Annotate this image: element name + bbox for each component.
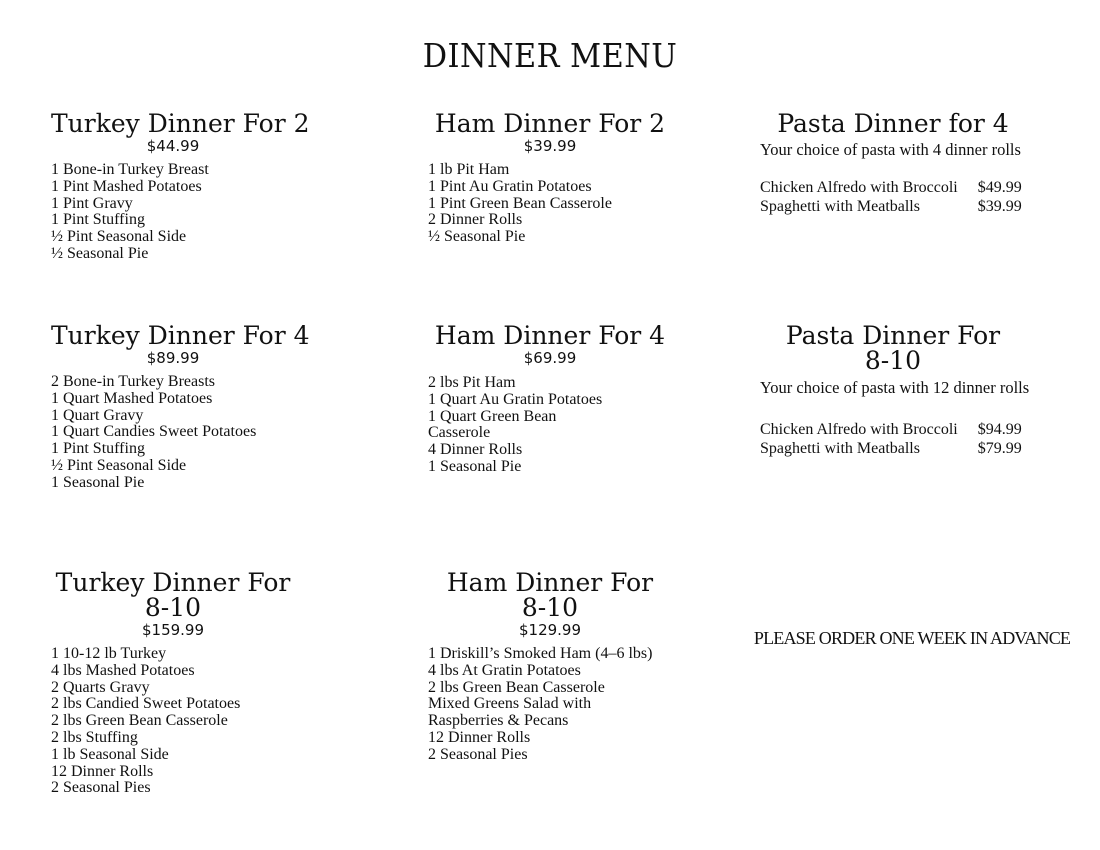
section-heading: Ham Dinner For 2 — [434, 109, 666, 138]
page-title: DINNER MENU — [422, 36, 678, 75]
pasta-options — [760, 178, 1022, 216]
item-list — [51, 646, 295, 797]
list-item: 1 Seasonal Pie — [51, 473, 145, 491]
list-item: 1 10-12 lb Turkey — [51, 645, 167, 662]
list-item: ½ Pint Seasonal Side — [51, 456, 187, 474]
list-item: 1 Quart Mashed Potatoes — [51, 389, 213, 407]
list-item: 1 Pint Mashed Potatoes — [51, 177, 202, 195]
list-item: 4 Dinner Rolls — [428, 441, 523, 459]
option-name: Spaghetti with Meatballs — [760, 440, 920, 457]
pasta-dinner-8-10-section — [760, 323, 1030, 458]
section-heading-line-1: Turkey Dinner For — [55, 568, 291, 597]
table-row — [760, 197, 1022, 216]
list-item: 1 Pint Gravy — [51, 194, 133, 212]
list-item: 2 lbs Pit Ham — [428, 374, 516, 391]
item-list — [428, 646, 672, 764]
list-item: 2 lbs Green Bean Casserole — [51, 712, 228, 730]
turkey-dinner-2-section — [51, 109, 310, 263]
section-price: $129.99 — [518, 621, 582, 639]
option-name: Chicken Alfredo with Broccoli — [760, 421, 958, 438]
list-item: 1 Pint Stuffing — [51, 440, 145, 458]
section-price: $69.99 — [523, 349, 577, 367]
list-item: 1 Quart Green Bean — [428, 407, 557, 425]
item-list — [51, 374, 295, 492]
ham-dinner-4-section — [428, 323, 672, 476]
section-heading-line-2: 8-10 — [864, 346, 922, 375]
option-price: $79.99 — [977, 440, 1022, 457]
option-name: Chicken Alfredo with Broccoli — [760, 179, 958, 196]
section-heading: Pasta Dinner for 4 — [777, 109, 1009, 138]
section-heading-line-2: 8-10 — [521, 593, 579, 622]
section-subtitle: Your choice of pasta with 4 dinner rolls — [760, 140, 1021, 159]
list-item: 12 Dinner Rolls — [51, 762, 154, 780]
list-item: 1 Pint Green Bean Casserole — [428, 194, 612, 212]
table-row — [760, 420, 1022, 439]
section-price: $159.99 — [141, 621, 205, 639]
list-item: 2 Dinner Rolls — [428, 211, 523, 229]
list-item: 1 Pint Au Gratin Potatoes — [428, 177, 592, 195]
item-list — [428, 375, 672, 476]
ham-dinner-8-10-section — [428, 570, 672, 764]
list-item: 1 lb Seasonal Side — [51, 745, 169, 763]
list-item: 4 lbs At Gratin Potatoes — [428, 661, 581, 679]
item-list — [51, 162, 295, 263]
list-item: Casserole — [428, 424, 491, 442]
list-item: 2 Seasonal Pies — [428, 745, 528, 763]
list-item: 2 lbs Stuffing — [51, 728, 138, 746]
table-row — [760, 439, 1022, 458]
section-heading-line-1: Ham Dinner For — [446, 568, 654, 597]
list-item: 2 Quarts Gravy — [51, 678, 150, 696]
list-item: 2 lbs Green Bean Casserole — [428, 678, 605, 696]
list-item: Raspberries & Pecans — [428, 712, 569, 730]
option-price: $49.99 — [977, 179, 1022, 196]
list-item: 4 lbs Mashed Potatoes — [51, 661, 195, 679]
turkey-dinner-8-10-section — [51, 570, 295, 797]
option-price: $94.99 — [977, 421, 1022, 438]
list-item: 1 Pint Stuffing — [51, 211, 145, 229]
list-item: ½ Seasonal Pie — [428, 228, 526, 246]
list-item: 1 Quart Candies Sweet Potatoes — [51, 423, 257, 441]
table-row — [760, 178, 1022, 197]
list-item: Mixed Greens Salad with — [428, 695, 592, 713]
option-price: $39.99 — [977, 198, 1022, 215]
list-item: 2 lbs Candied Sweet Potatoes — [51, 695, 241, 713]
list-item: 2 Bone-in Turkey Breasts — [51, 373, 215, 390]
ham-dinner-2-section — [428, 111, 672, 246]
option-name: Spaghetti with Meatballs — [760, 198, 920, 215]
list-item: 1 Driskill’s Smoked Ham (4–6 lbs) — [428, 645, 653, 662]
pasta-dinner-4-section — [760, 111, 1030, 216]
list-item: 1 lb Pit Ham — [428, 161, 510, 178]
section-heading-line-2: 8-10 — [144, 593, 202, 622]
list-item: 2 Seasonal Pies — [51, 779, 151, 797]
section-heading: Turkey Dinner For 2 — [51, 109, 310, 138]
section-price: $44.99 — [146, 137, 200, 155]
section-heading: Turkey Dinner For 4 — [51, 321, 310, 350]
list-item: 1 Quart Gravy — [51, 406, 144, 424]
turkey-dinner-4-section — [51, 321, 310, 492]
pasta-options — [760, 420, 1022, 458]
list-item: 1 Quart Au Gratin Potatoes — [428, 390, 603, 408]
item-list — [428, 162, 672, 246]
list-item: ½ Seasonal Pie — [51, 244, 149, 262]
list-item: 1 Bone-in Turkey Breast — [51, 161, 209, 178]
section-heading: Ham Dinner For 4 — [434, 321, 666, 350]
list-item: 1 Seasonal Pie — [428, 457, 522, 475]
section-price: $89.99 — [146, 349, 200, 367]
order-advance-note: PLEASE ORDER ONE WEEK IN ADVANCE — [753, 628, 1071, 648]
section-heading-line-1: Pasta Dinner For — [785, 321, 1001, 350]
list-item: ½ Pint Seasonal Side — [51, 228, 187, 246]
section-subtitle: Your choice of pasta with 12 dinner rolls — [760, 378, 1030, 397]
section-price: $39.99 — [523, 137, 577, 155]
list-item: 12 Dinner Rolls — [428, 728, 531, 746]
